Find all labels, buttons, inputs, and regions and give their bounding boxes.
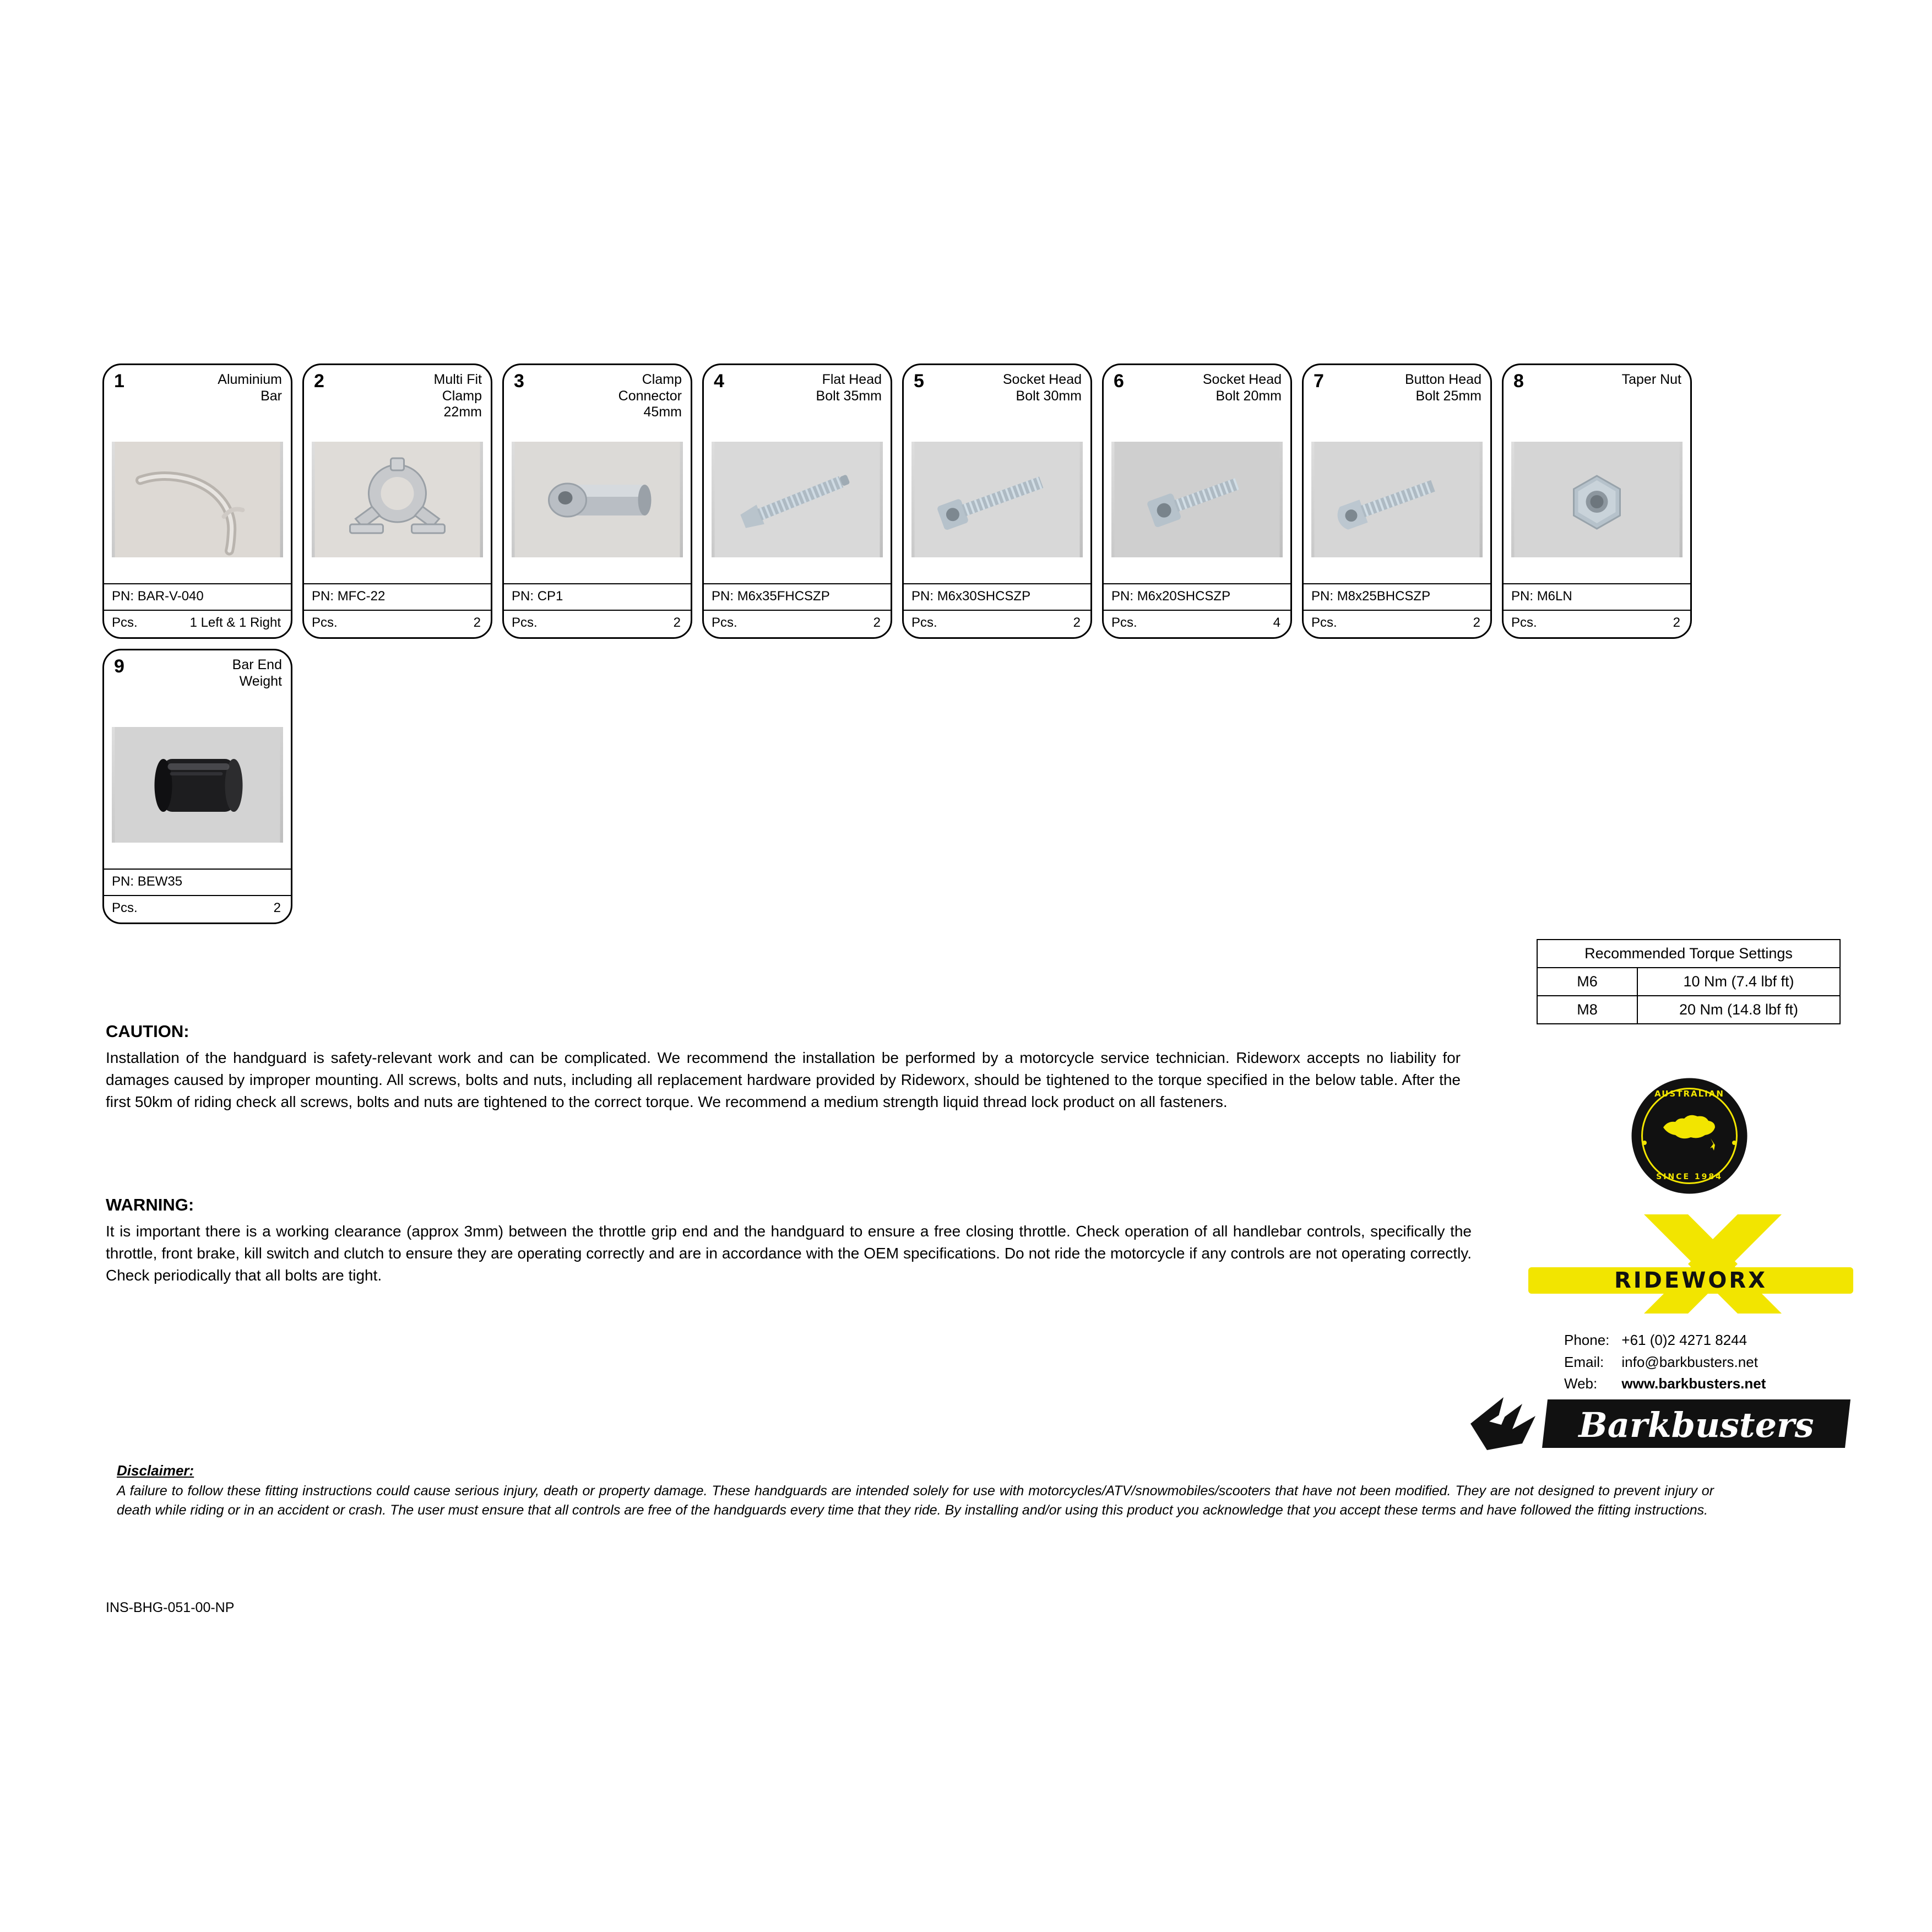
- part-pn-label: PN:: [112, 589, 134, 604]
- part-pcs-row: [504, 610, 691, 637]
- part-pn-value: M6x35FHCSZP: [737, 589, 830, 604]
- part-card: [502, 363, 692, 639]
- part-pn-value: M8x25BHCSZP: [1337, 589, 1431, 604]
- part-card: [1502, 363, 1692, 639]
- part-pcs-label: Pcs.: [1311, 615, 1337, 630]
- part-pcs-label: Pcs.: [1511, 615, 1537, 630]
- part-pcs-row: [1304, 610, 1490, 637]
- part-number: 9: [114, 656, 124, 677]
- part-header: [1104, 365, 1290, 416]
- part-title: Socket Head Bolt 30mm: [1002, 372, 1082, 404]
- torque-value-m8: 20 Nm (14.8 lbf ft): [1637, 996, 1840, 1024]
- disclaimer-title: Disclaimer:: [117, 1462, 194, 1479]
- part-pn-label: PN:: [512, 589, 534, 604]
- part-pn-value: MFC-22: [337, 589, 386, 604]
- web-value[interactable]: www.barkbusters.net: [1621, 1375, 1766, 1392]
- part-number: 3: [514, 371, 524, 392]
- part-card: [1102, 363, 1292, 639]
- part-pcs-label: Pcs.: [112, 615, 138, 630]
- part-pcs-value: 2: [473, 615, 481, 630]
- button-head-bolt-photo: [1311, 442, 1483, 557]
- part-pn-value: M6x20SHCSZP: [1137, 589, 1231, 604]
- bar-end-weight-photo: [112, 727, 283, 843]
- part-header: [104, 365, 291, 416]
- part-title: Flat Head Bolt 35mm: [816, 372, 882, 404]
- part-header: [504, 365, 691, 420]
- phone-value: +61 (0)2 4271 8244: [1621, 1332, 1748, 1348]
- part-card: [702, 363, 892, 639]
- warning-title: WARNING:: [106, 1195, 194, 1214]
- part-card: [1302, 363, 1492, 639]
- parts-list: [102, 363, 1832, 924]
- part-number: 5: [914, 371, 924, 392]
- part-pcs-value: 2: [1673, 615, 1680, 630]
- part-title: Multi Fit Clamp 22mm: [433, 372, 482, 420]
- part-pcs-value: 2: [673, 615, 681, 630]
- email-label: Email:: [1564, 1353, 1604, 1370]
- aluminium-bar-photo: [112, 442, 283, 557]
- part-pcs-value: 1 Left & 1 Right: [189, 615, 281, 630]
- part-pn-label: PN:: [1311, 589, 1334, 604]
- part-header: [1304, 365, 1490, 416]
- part-image: [1511, 416, 1683, 583]
- part-pn-value: BAR-V-040: [137, 589, 204, 604]
- part-image: [911, 416, 1083, 583]
- barkbusters-logo-icon: [1465, 1391, 1862, 1457]
- table-row: [1537, 968, 1840, 996]
- part-number: 7: [1314, 371, 1324, 392]
- part-pn-label: PN:: [112, 874, 134, 889]
- part-pn-label: PN:: [312, 589, 334, 604]
- document-code: INS-BHG-051-00-NP: [106, 1600, 235, 1615]
- part-header: [304, 365, 491, 420]
- disclaimer-text: A failure to follow these fitting instructions could cause serious injury, death or property damage. These handguards are intended solely for use with motorcycles/ATV/snowmobiles/scooters that have not been modified. They are not designed to prevent injury or death while riding or in an accident or crash. The user must ensure that all controls are free of the handguards every time that they ride. By installing and/or using this product you acknowledge that you accept these terms and have followed the fitting instructions.: [117, 1483, 1714, 1518]
- part-image: [512, 416, 683, 583]
- part-title: Bar End Weight: [232, 657, 282, 689]
- part-pn-label: PN:: [1111, 589, 1134, 604]
- australian-made-badge-icon: [1630, 1077, 1749, 1195]
- part-card: [302, 363, 492, 639]
- svg-text:AUSTRALIAN: AUSTRALIAN: [1654, 1089, 1724, 1099]
- part-pcs-row: [1504, 610, 1690, 637]
- clamp-connector-photo: [512, 442, 683, 557]
- part-pcs-row: [104, 610, 291, 637]
- part-pn-row: [904, 583, 1090, 610]
- caution-section: [106, 1022, 1461, 1112]
- part-number: 4: [714, 371, 724, 392]
- part-pn-label: PN:: [1511, 589, 1534, 604]
- part-image: [1111, 416, 1283, 583]
- part-pn-row: [704, 583, 891, 610]
- part-pn-row: [304, 583, 491, 610]
- part-title: Taper Nut: [1621, 372, 1681, 387]
- part-pcs-label: Pcs.: [911, 615, 937, 630]
- caution-title: CAUTION:: [106, 1022, 189, 1041]
- contact-row-email: [1564, 1352, 1766, 1374]
- part-pn-label: PN:: [712, 589, 734, 604]
- part-card: [902, 363, 1092, 639]
- part-pn-row: [1104, 583, 1290, 610]
- part-image: [112, 701, 283, 869]
- part-pn-row: [104, 869, 291, 895]
- part-pcs-label: Pcs.: [112, 900, 138, 915]
- part-image: [112, 416, 283, 583]
- svg-text:RIDEWORX: RIDEWORX: [1614, 1268, 1767, 1293]
- contact-row-phone: [1564, 1330, 1766, 1352]
- part-pn-value: BEW35: [137, 874, 183, 889]
- table-header-row: [1537, 940, 1840, 968]
- table-row: [1537, 996, 1840, 1024]
- part-pn-row: [504, 583, 691, 610]
- warning-section: [106, 1195, 1472, 1286]
- taper-nut-photo: [1511, 442, 1683, 557]
- part-pcs-value: 2: [1473, 615, 1480, 630]
- part-image: [312, 416, 483, 583]
- torque-value-m6: 10 Nm (7.4 lbf ft): [1637, 968, 1840, 996]
- part-pcs-label: Pcs.: [312, 615, 338, 630]
- part-pcs-value: 2: [273, 900, 281, 915]
- torque-size-m6: M6: [1537, 968, 1637, 996]
- socket-head-bolt-30-photo: [911, 442, 1083, 557]
- part-pcs-row: [704, 610, 891, 637]
- torque-table-title: Recommended Torque Settings: [1537, 940, 1840, 968]
- part-pcs-value: 2: [1073, 615, 1081, 630]
- part-number: 2: [314, 371, 324, 392]
- svg-text:Barkbusters: Barkbusters: [1578, 1405, 1814, 1445]
- phone-label: Phone:: [1564, 1332, 1610, 1348]
- part-pn-value: CP1: [537, 589, 563, 604]
- part-pcs-value: 2: [873, 615, 881, 630]
- part-header: [104, 650, 291, 701]
- part-card: [102, 649, 292, 924]
- part-pn-row: [1304, 583, 1490, 610]
- part-pcs-row: [104, 895, 291, 922]
- part-pn-value: M6LN: [1537, 589, 1572, 604]
- disclaimer-section: [117, 1462, 1714, 1519]
- part-pcs-value: 4: [1273, 615, 1280, 630]
- part-pn-row: [1504, 583, 1690, 610]
- multi-fit-clamp-photo: [312, 442, 483, 557]
- flat-head-bolt-photo: [712, 442, 883, 557]
- web-label: Web:: [1564, 1375, 1598, 1392]
- contact-details: [1564, 1330, 1766, 1396]
- socket-head-bolt-20-photo: [1111, 442, 1283, 557]
- rideworx-logo-icon: [1506, 1214, 1875, 1314]
- part-pcs-row: [1104, 610, 1290, 637]
- part-header: [704, 365, 891, 416]
- part-pcs-label: Pcs.: [1111, 615, 1137, 630]
- part-pcs-row: [904, 610, 1090, 637]
- part-pn-row: [104, 583, 291, 610]
- torque-settings-table: [1537, 939, 1841, 1024]
- part-header: [904, 365, 1090, 416]
- part-number: 8: [1513, 371, 1524, 392]
- part-pcs-row: [304, 610, 491, 637]
- part-title: Clamp Connector 45mm: [618, 372, 682, 420]
- torque-size-m8: M8: [1537, 996, 1637, 1024]
- part-pn-label: PN:: [911, 589, 934, 604]
- warning-text: It is important there is a working clearance (approx 3mm) between the throttle grip end and the handguard to ensure a free closing throttle. Check operation of all handlebar controls, specifically the throttle, front brake, kill switch and clutch to ensure they are operating correctly and are in accordance with the OEM specifications. Do not ride the motorcycle if any controls are not operating correctly. Check periodically that all bolts are tight.: [106, 1223, 1472, 1284]
- part-title: Aluminium Bar: [218, 372, 282, 404]
- part-pcs-label: Pcs.: [512, 615, 538, 630]
- part-number: 1: [114, 371, 124, 392]
- part-title: Socket Head Bolt 20mm: [1202, 372, 1282, 404]
- caution-text: Installation of the handguard is safety-relevant work and can be complicated. We recommend the installation be performed by a motorcycle service technician. Rideworx accepts no liability for damages caused by improper mounting. All screws, bolts and nuts, including all replacement hardware provided by Rideworx, should be tightened to the torque specified in the below table. After the first 50km of riding check all screws, bolts and nuts are tightened to the correct torque. We recommend a medium strength liquid thread lock product on all fasteners.: [106, 1049, 1461, 1110]
- part-pcs-label: Pcs.: [712, 615, 737, 630]
- part-number: 6: [1114, 371, 1124, 392]
- part-header: [1504, 365, 1690, 416]
- part-image: [712, 416, 883, 583]
- part-image: [1311, 416, 1483, 583]
- part-card: [102, 363, 292, 639]
- part-title: Button Head Bolt 25mm: [1405, 372, 1481, 404]
- part-pn-value: M6x30SHCSZP: [937, 589, 1031, 604]
- email-value[interactable]: info@barkbusters.net: [1621, 1353, 1758, 1370]
- svg-text:SINCE 1984: SINCE 1984: [1656, 1173, 1723, 1181]
